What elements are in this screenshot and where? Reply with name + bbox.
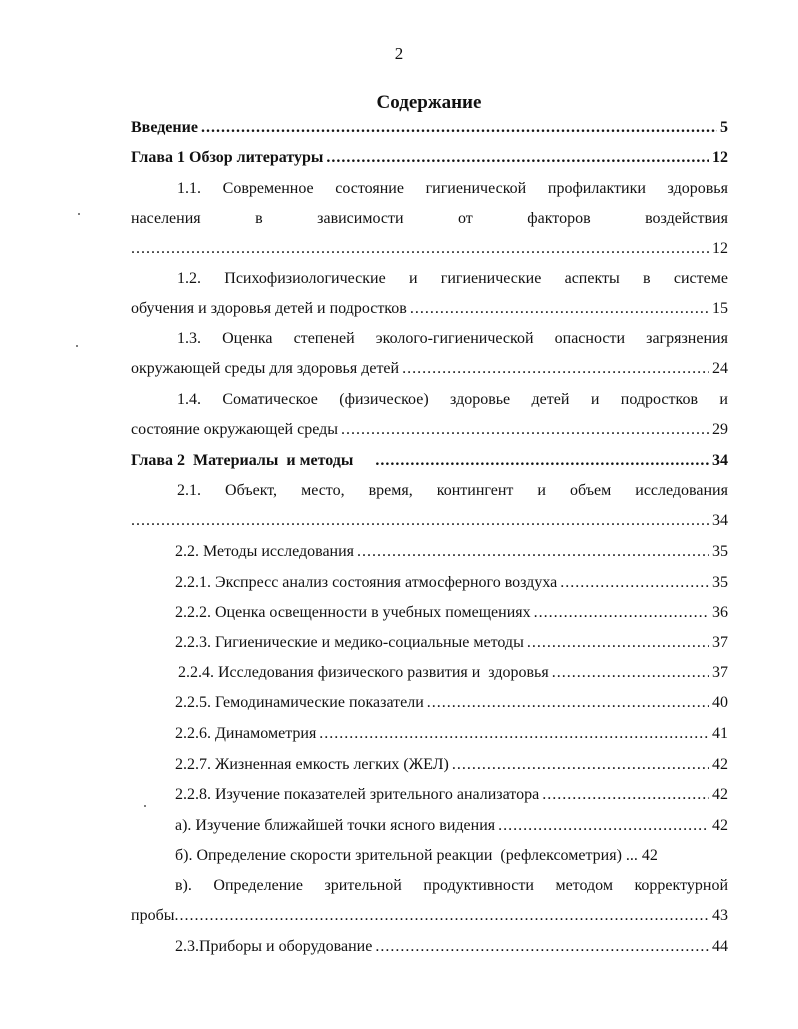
toc-entry-b: б). Определение скорости зрительной реакции (рефлексометрия) ... 42 [175, 847, 658, 864]
toc-entry-2-2-3: 2.2.3. Гигиенические и медико-социальные методы ..... 37 [175, 632, 728, 654]
scan-speck [144, 805, 146, 807]
toc-entry-1-4: 1.4. Соматическое (физическое) здоровье детей и подростков и [177, 391, 728, 408]
toc-entry-2-1: 2.1. Объект, место, время, контингент и объем исследования [177, 482, 728, 499]
toc-entry-1-1-line3: ..... 12 [131, 238, 728, 260]
toc-entry-2-2-5: 2.2.5. Гемодинамические показатели ..... 40 [175, 692, 728, 714]
toc-entry-2-2-7: 2.2.7. Жизненная емкость легких (ЖЕЛ) ..... 42 [175, 754, 728, 776]
toc-entry-2-2-1: 2.2.1. Экспресс анализ состояния атмосферного воздуха ..... 35 [175, 572, 728, 594]
toc-entry-2-2-6: 2.2.6. Динамометрия ..... 41 [175, 723, 728, 745]
toc-entry-v-line2: пробы ..... 43 [131, 905, 728, 927]
toc-entry-1-2: 1.2. Психофизиологические и гигиенические аспекты в системе [177, 270, 728, 287]
toc-entry-1-2-line2: обучения и здоровья детей и подростков ..... 15 [131, 298, 728, 320]
scan-speck [78, 213, 80, 215]
page-title: Содержание [376, 92, 482, 113]
toc-entry-1-4-line2: состояние окружающей среды ..... 29 [131, 419, 728, 441]
toc-entry-2-3: 2.3.Приборы и оборудование ..... 44 [175, 936, 728, 958]
toc-entry-v: в). Определение зрительной продуктивности методом корректурной [175, 877, 728, 894]
toc-entry-1-3-line2: окружающей среды для здоровья детей ..... 24 [131, 358, 728, 380]
page-number: 2 [394, 44, 404, 63]
toc-entry-2-2: 2.2. Методы исследования ..... 35 [175, 541, 728, 563]
toc-entry-2-2-8: 2.2.8. Изучение показателей зрительного анализатора ..... 42 [175, 784, 728, 806]
toc-entry-intro: Введение ..... 5 [131, 117, 728, 139]
toc-entry-1-1-line2: населения в зависимости от факторов воздействия [131, 210, 728, 227]
toc-entry-2-1-line2: ..... 34 [131, 510, 728, 532]
scan-speck [76, 345, 78, 347]
toc-entry-2-2-4: 2.2.4. Исследования физического развития и здоровья ..... 37 [178, 662, 728, 684]
toc-entry-2-2-2: 2.2.2. Оценка освещенности в учебных помещениях ..... 36 [175, 602, 728, 624]
toc-entry-1-3: 1.3. Оценка степеней эколого-гигиенической опасности загрязнения [177, 330, 728, 347]
toc-entry-chapter-1: Глава 1 Обзор литературы ..... 12 [131, 147, 728, 169]
toc-entry-a: а). Изучение ближайшей точки ясного видения ..... 42 [175, 815, 728, 837]
toc-entry-chapter-2: Глава 2 Материалы и методы ..... 34 [131, 450, 728, 472]
toc-entry-1-1: 1.1. Современное состояние гигиенической профилактики здоровья [177, 180, 728, 197]
